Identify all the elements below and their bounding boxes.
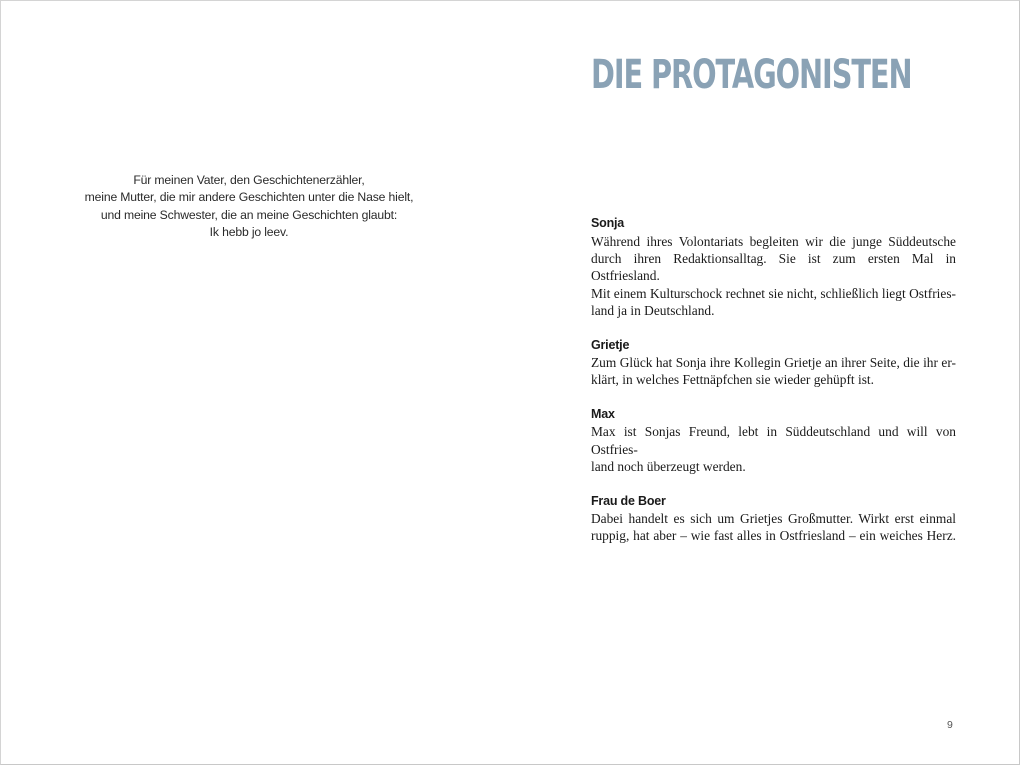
character-description [591,423,956,475]
character-entry-sonja [591,215,956,320]
dedication-line: meine Mutter, die mir andere Geschichten unter die Nase hielt, [84,190,414,205]
text-line: Dabei handelt es sich um Grietjes Großmutter. Wirkt erst einmal [591,511,956,527]
character-name: Sonja [591,216,625,230]
character-entry-max [591,406,956,476]
dedication [79,172,419,241]
page-number: 9 [947,719,953,731]
dedication-line: Ik hebb jo leev. [209,224,289,239]
dedication-line: und meine Schwester, die an meine Geschichten glaubt: [100,207,398,222]
text-line: land noch überzeugt werden. [591,459,746,475]
dedication-line: Für meinen Vater, den Geschichtenerzähler, [133,173,365,187]
character-description [591,510,956,545]
character-name: Frau de Boer [591,493,666,508]
text-line: Mit einem Kulturschock rechnet sie nicht, schließlich liegt Ostfries- [591,285,956,301]
character-list [591,215,956,562]
character-entry-frau-de-boer [591,493,956,545]
text-line: Max ist Sonjas Freund, lebt in Süddeutschland und will von Ostfries- [591,424,956,457]
text-line: durch ihren Redaktionsalltag. Sie ist zum ersten Mal in Ostfriesland. [591,250,956,284]
text-line: klärt, in welches Fettnäpfchen sie wieder gehüpft ist. [591,372,874,388]
character-name: Grietje [591,337,630,352]
character-entry-grietje [591,337,956,389]
page-title: DIE PROTAGONISTEN [591,52,912,98]
text-line: ruppig, hat aber – wie fast alles in Ostfriesland – ein weiches Herz. [591,528,956,544]
character-description [591,233,956,320]
text-line: Während ihres Volontariats begleiten wir die junge Süddeutsche [591,233,956,249]
text-line: Zum Glück hat Sonja ihre Kollegin Grietje an ihrer Seite, die ihr er- [591,355,956,371]
character-name: Max [591,406,615,421]
text-line: land ja in Deutschland. [591,303,715,319]
character-description [591,354,956,389]
